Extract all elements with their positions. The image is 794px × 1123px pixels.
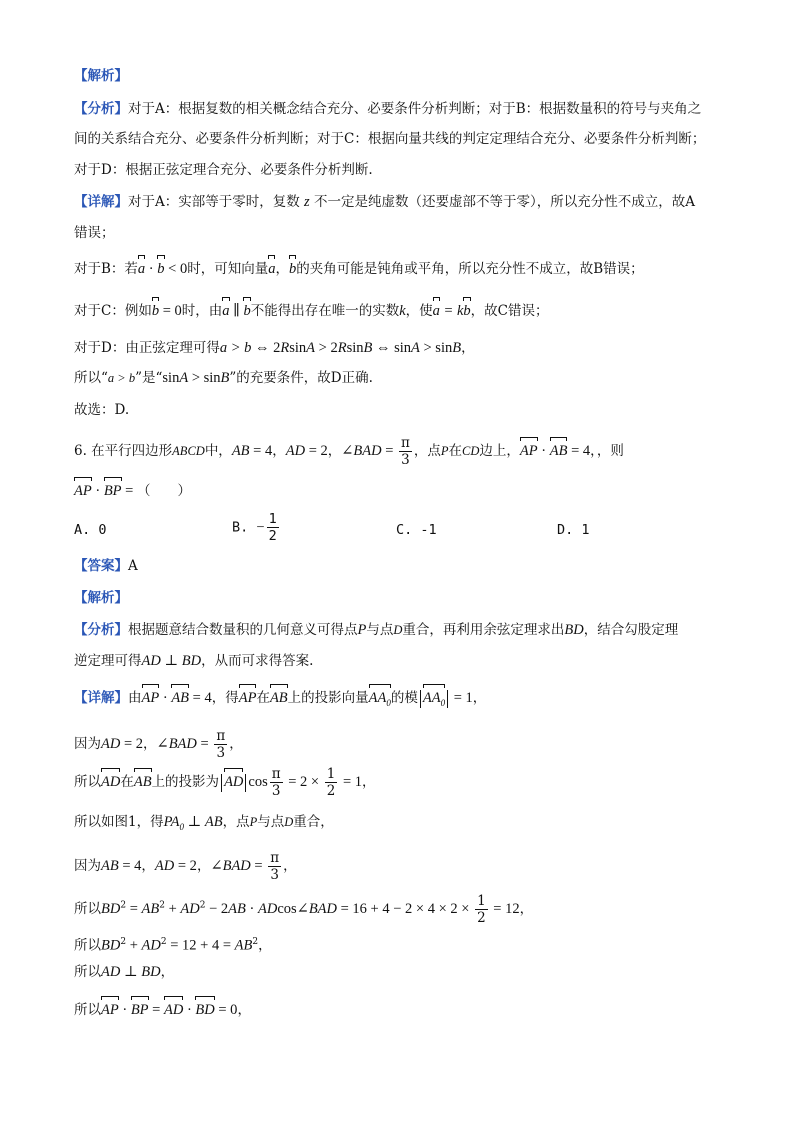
analysis2-line-1: 【分析】根据题意结合数量积的几何意义可得点P与点D重合，再利用余弦定理求出BD，结合勾股定理 — [74, 622, 679, 638]
question-6-line-1: 6. 在平行四边形ABCD中，AB = 4，AD = 2，∠BAD = $\frac{\pi}{3}$ ，点P在CD边上，AP · AB = 4，，则 — [74, 435, 624, 468]
detail2-line-2: 因为AD = 2，∠BAD = $\frac{\pi}{3}$ ， — [74, 728, 243, 761]
detail2-line-4: 所以如图1，得$PA_0$ ⊥ AB，点P与点D重合， — [74, 814, 334, 832]
analysis-line-2: 间的关系结合充分、必要条件分析判断；对于C：根据向量共线的判定定理结合充分、必要条件分析判断； — [74, 131, 706, 147]
detail2-line-1: 【详解】由AP · AB = 4，得AP在AB上的投影向量$AA_0$的模 $AA_0 = 1$， — [74, 688, 734, 713]
detail2-line-3: 所以AD在AB上的投影为 AD cos $\frac{\pi}{3}$ = 2 × $\frac{1}{2}$ = 1， — [74, 766, 376, 799]
detail-line-D: 对于D：由正弦定理可得a > b ⇔ 2RsinA > 2RsinB ⇔ sinA > sinB， — [74, 340, 475, 356]
answer-line: 【答案】A — [74, 558, 138, 574]
analysis2-line-2: 逆定理可得AD ⊥ BD，从而可求得答案. — [74, 653, 314, 669]
option-A: A. 0 — [74, 522, 107, 538]
detail-line-B: 对于B：若a · b < 0时，可知向量a，b的夹角可能是钝角或平角，所以充分性不成立，故B错误； — [74, 261, 644, 277]
detail-line-1: 【详解】对于A：实部等于零时，复数 z 不一定是纯虚数（还要虚部不等于零），所以充分性不成立，故A — [74, 194, 695, 210]
option-C: C. -1 — [396, 522, 437, 538]
detail2-line-6: 所以$BD^2 = AB^2 + AD^2 - 2AB$ · ADcos∠BAD = 16 + 4 − 2 × 4 × 2 × $\frac{1}{2}$ = 12， — [74, 893, 534, 926]
detail-line-C: 对于C：例如b = 0时，由a ∥ b不能得出存在唯一的实数k，使a = kb，故C错误； — [74, 303, 549, 319]
detail-line-2: 错误； — [74, 225, 115, 241]
analysis-line-1: 【分析】对于A：根据复数的相关概念结合充分、必要条件分析判断；对于B：根据数量积的符号与夹角之 — [74, 101, 702, 117]
question-6-line-2: AP · BP = （ ） — [74, 483, 191, 499]
section-label-analysis-2: 【解析】 — [74, 590, 128, 606]
option-D: D. 1 — [557, 522, 590, 538]
section-label-analysis: 【解析】 — [74, 68, 128, 84]
detail2-line-8: 所以AD ⊥ BD， — [74, 964, 175, 980]
choose-line: 故选：D. — [74, 402, 130, 418]
option-B: B. − $\frac{1}{2}$ — [232, 511, 277, 544]
detail-line-E: 所以“a > b”是“sinA > sinB”的充要条件，故D正确. — [74, 370, 373, 386]
detail2-line-5: 因为AB = 4，AD = 2，∠BAD = $\frac{\pi}{3}$ ， — [74, 850, 297, 883]
analysis-line-3: 对于D：根据正弦定理合充分、必要条件分析判断. — [74, 162, 373, 178]
detail2-line-7: 所以$BD^2 + AD^2 = 12 + 4 = AB^2$， — [74, 937, 272, 954]
detail2-line-9: 所以AP · BP = AD · BD = 0， — [74, 1002, 251, 1018]
